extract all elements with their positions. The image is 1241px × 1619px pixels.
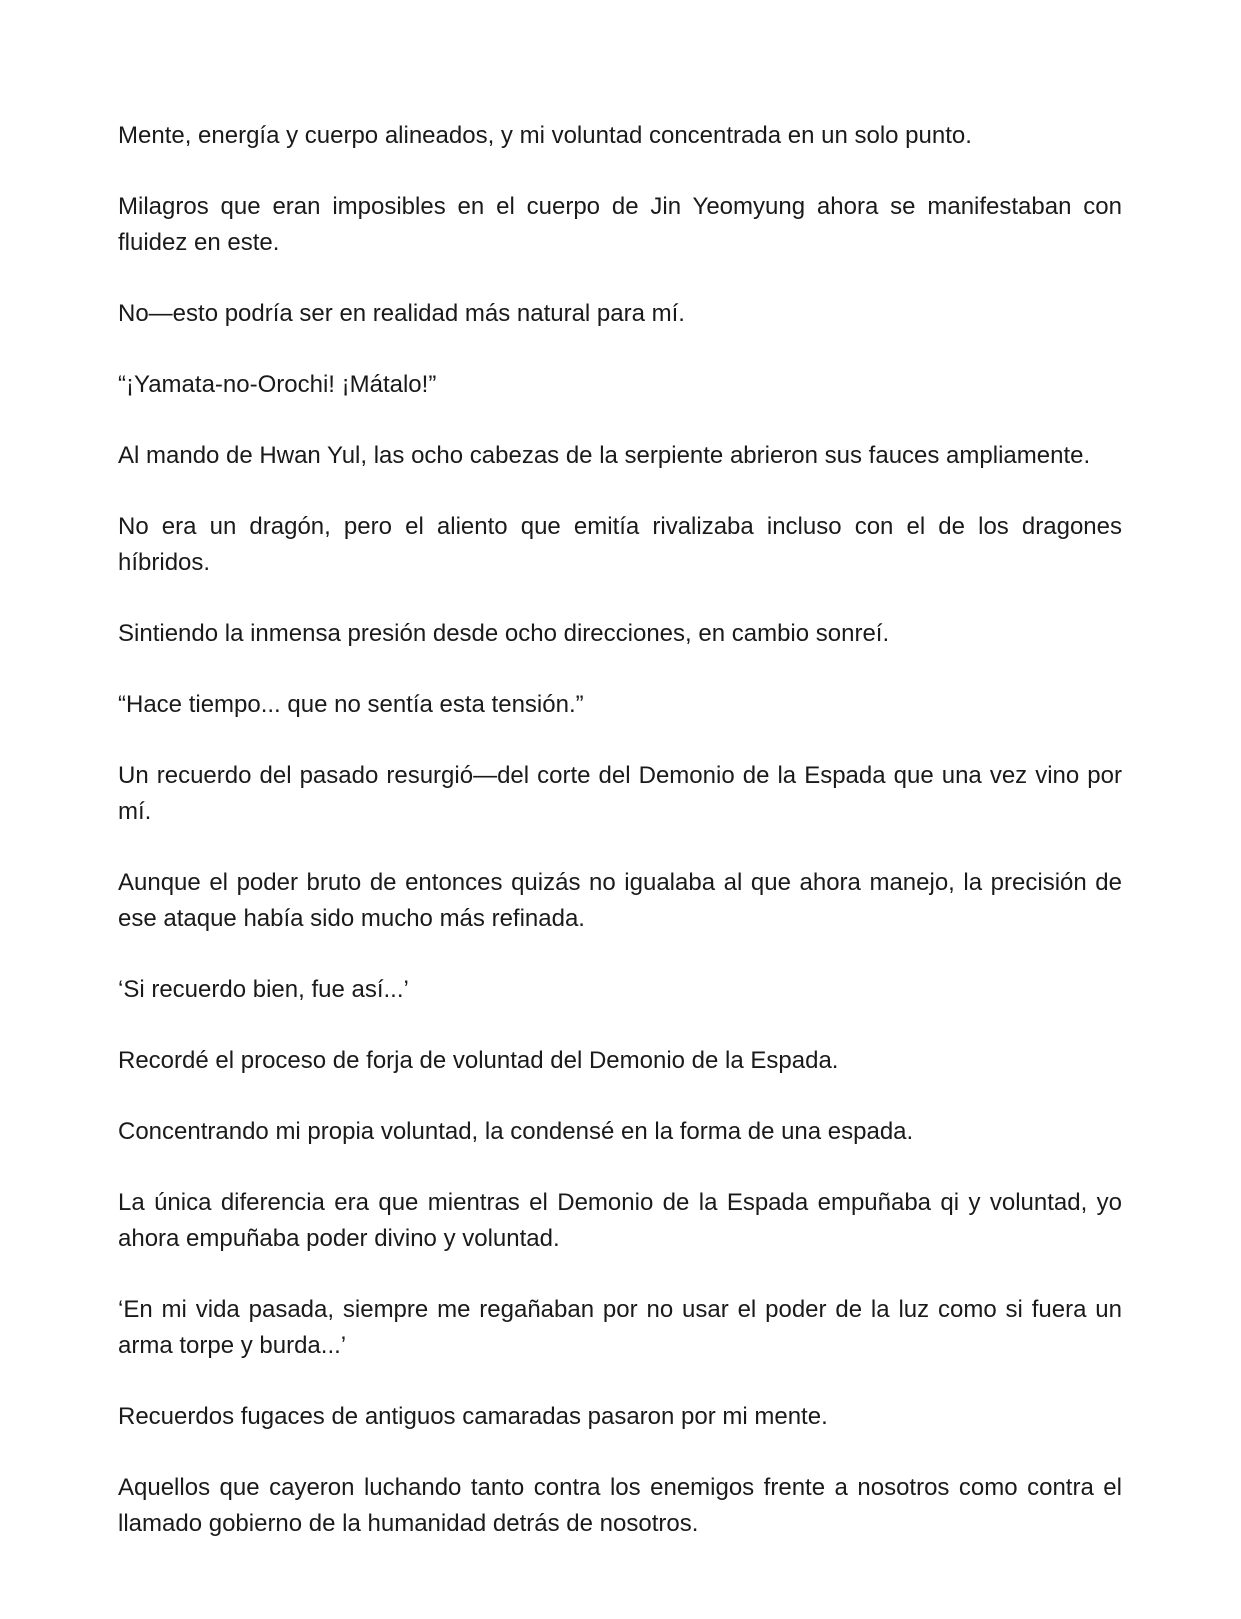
paragraph: Milagros que eran imposibles en el cuerpo de Jin Yeomyung ahora se manifestaban con fluidez en este. [118, 193, 1122, 256]
paragraph: Concentrando mi propia voluntad, la condensé en la forma de una espada. [118, 1118, 914, 1145]
paragraph: Recordé el proceso de forja de voluntad del Demonio de la Espada. [118, 1047, 839, 1074]
document-body [118, 118, 1122, 1577]
paragraph: La única diferencia era que mientras el Demonio de la Espada empuñaba qi y voluntad, yo ahora empuñaba poder divino y voluntad. [118, 1189, 1122, 1252]
paragraph: ‘En mi vida pasada, siempre me regañaban por no usar el poder de la luz como si fuera un arma torpe y burda...’ [118, 1296, 1122, 1359]
paragraph: “Hace tiempo... que no sentía esta tensión.” [118, 691, 584, 718]
paragraph: Recuerdos fugaces de antiguos camaradas pasaron por mi mente. [118, 1403, 828, 1430]
paragraph: Aunque el poder bruto de entonces quizás no igualaba al que ahora manejo, la precisión de ese ataque había sido mucho más refinada. [118, 869, 1122, 932]
paragraph: Un recuerdo del pasado resurgió—del corte del Demonio de la Espada que una vez vino por mí. [118, 762, 1122, 825]
paragraph: Aquellos que cayeron luchando tanto contra los enemigos frente a nosotros como contra el llamado gobierno de la humanidad detrás de nosotros. [118, 1474, 1122, 1537]
paragraph: No—esto podría ser en realidad más natural para mí. [118, 300, 685, 327]
paragraph: “¡Yamata-no-Orochi! ¡Mátalo!” [118, 371, 437, 398]
paragraph: ‘Si recuerdo bien, fue así...’ [118, 976, 409, 1003]
paragraph: Al mando de Hwan Yul, las ocho cabezas de la serpiente abrieron sus fauces ampliamente. [118, 442, 1091, 469]
paragraph: No era un dragón, pero el aliento que emitía rivalizaba incluso con el de los dragones híbridos. [118, 513, 1122, 576]
paragraph: Sintiendo la inmensa presión desde ocho direcciones, en cambio sonreí. [118, 620, 890, 647]
paragraph: Mente, energía y cuerpo alineados, y mi voluntad concentrada en un solo punto. [118, 122, 972, 149]
